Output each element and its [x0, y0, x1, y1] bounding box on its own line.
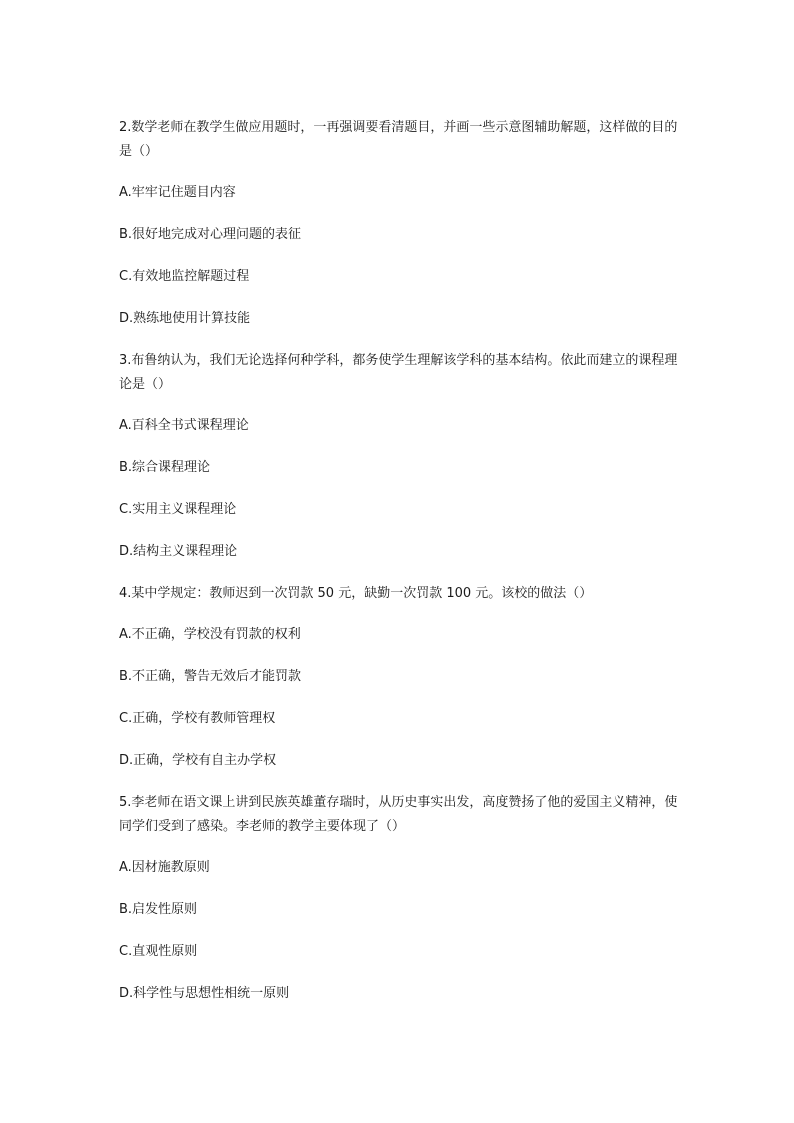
question-3-option-b: B.综合课程理论 [119, 460, 211, 475]
question-2-option-d: D.熟练地使用计算技能 [119, 311, 251, 326]
question-4-option-c: C.正确，学校有教师管理权 [119, 711, 276, 726]
question-2-option-b: B.很好地完成对心理问题的表征 [119, 227, 302, 242]
question-5-option-d: D.科学性与思想性相统一原则 [119, 986, 290, 1001]
question-5-option-b: B.启发性原则 [119, 902, 198, 917]
question-3-option-c: C.实用主义课程理论 [119, 502, 237, 517]
question-4-stem: 4.某中学规定：教师迟到一次罚款 50 元，缺勤一次罚款 100 元。该校的做法（） [119, 586, 593, 601]
question-3-option-d: D.结构主义课程理论 [119, 544, 238, 559]
question-4-option-d: D.正确，学校有自主办学权 [119, 753, 277, 768]
question-2-stem: 2.数学老师在教学生做应用题时，一再强调要看清题目，并画一些示意图辅助解题，这样做的目的是（） [119, 120, 678, 159]
question-4-option-a: A.不正确，学校没有罚款的权利 [119, 627, 301, 642]
question-4-option-b: B.不正确，警告无效后才能罚款 [119, 669, 302, 684]
question-list [119, 116, 679, 1006]
question-2-option-c: C.有效地监控解题过程 [119, 269, 250, 284]
question-5-option-c: C.直观性原则 [119, 944, 198, 959]
question-2-option-a: A.牢牢记住题目内容 [119, 185, 236, 200]
question-5-option-a: A.因材施教原则 [119, 860, 210, 875]
question-3-option-a: A.百科全书式课程理论 [119, 418, 249, 433]
question-5-stem: 5.李老师在语文课上讲到民族英雄董存瑞时，从历史事实出发，高度赞扬了他的爱国主义精神，使同学们受到了感染。李老师的教学主要体现了（） [119, 795, 678, 834]
question-3-stem: 3.布鲁纳认为，我们无论选择何种学科，都务使学生理解该学科的基本结构。依此而建立的课程理论是（） [119, 353, 678, 392]
